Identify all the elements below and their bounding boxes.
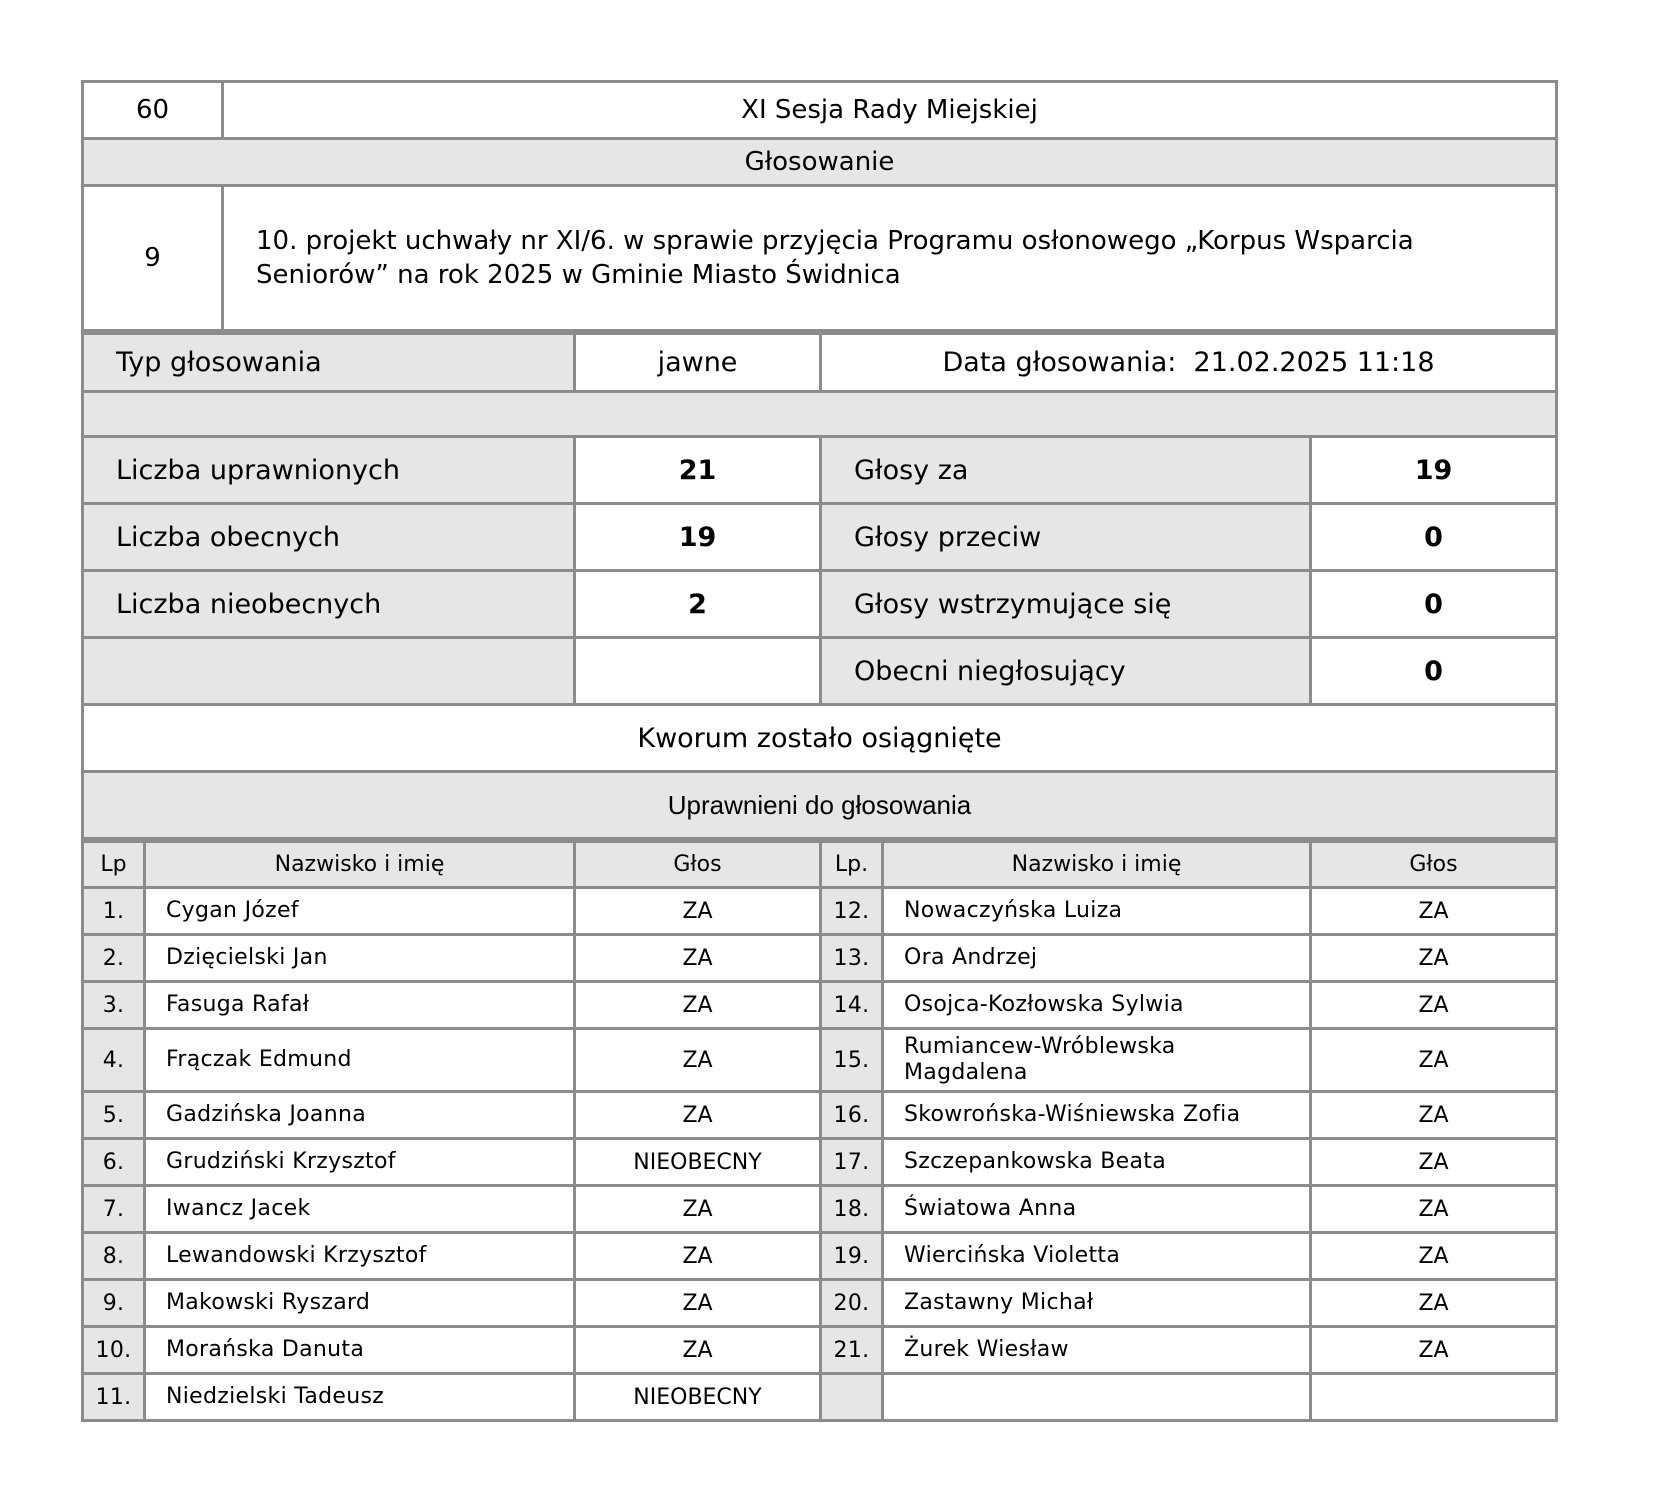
voter-name: Gadzińska Joanna	[145, 1092, 575, 1139]
table-row	[83, 888, 1557, 935]
voter-name: Nowaczyńska Luiza	[883, 888, 1311, 935]
voter-lp: 4.	[83, 1029, 145, 1092]
voter-name: Zastawny Michał	[883, 1280, 1311, 1327]
column-header-vote: Głos	[575, 842, 821, 888]
voter-vote: ZA	[1311, 1092, 1557, 1139]
stat-label: Liczba uprawnionych	[83, 437, 575, 504]
voter-vote: ZA	[575, 1233, 821, 1280]
voter-name: Makowski Ryszard	[145, 1280, 575, 1327]
empty-cell	[1311, 1374, 1557, 1421]
voter-lp: 18.	[821, 1186, 883, 1233]
voter-lp: 7.	[83, 1186, 145, 1233]
voter-vote: ZA	[1311, 1280, 1557, 1327]
table-row	[83, 1139, 1557, 1186]
vote-type-label: Typ głosowania	[83, 334, 575, 392]
voter-vote: ZA	[1311, 1029, 1557, 1092]
stat-value: 19	[575, 504, 821, 571]
voter-name: Szczepankowska Beata	[883, 1139, 1311, 1186]
voter-name: Żurek Wiesław	[883, 1327, 1311, 1374]
voter-vote: ZA	[1311, 982, 1557, 1029]
vote-type-value: jawne	[575, 334, 821, 392]
voter-name: Fasuga Rafał	[145, 982, 575, 1029]
voter-vote: ZA	[1311, 1233, 1557, 1280]
header-table	[81, 80, 1558, 332]
voter-vote: ZA	[575, 1029, 821, 1092]
stat-value: 19	[1311, 437, 1557, 504]
voter-vote: ZA	[1311, 1186, 1557, 1233]
voter-name: Iwancz Jacek	[145, 1186, 575, 1233]
vote-date-label: Data głosowania:	[942, 347, 1177, 378]
voter-lp: 5.	[83, 1092, 145, 1139]
voter-name: Frączak Edmund	[145, 1029, 575, 1092]
table-row	[83, 935, 1557, 982]
voter-lp: 19.	[821, 1233, 883, 1280]
voter-name: Skowrońska-Wiśniewska Zofia	[883, 1092, 1311, 1139]
voter-lp: 10.	[83, 1327, 145, 1374]
voter-vote: ZA	[575, 1092, 821, 1139]
voter-lp: 17.	[821, 1139, 883, 1186]
voter-name: Rumiancew-Wróblewska Magdalena	[883, 1029, 1311, 1092]
stat-value: 0	[1311, 504, 1557, 571]
quorum-status: Kworum zostało osiągnięte	[83, 705, 1557, 772]
table-row	[83, 1233, 1557, 1280]
stats-table	[81, 332, 1558, 840]
empty-cell	[83, 638, 575, 705]
voter-name: Dzięcielski Jan	[145, 935, 575, 982]
table-row	[83, 1186, 1557, 1233]
voter-vote: ZA	[1311, 888, 1557, 935]
column-header-name: Nazwisko i imię	[883, 842, 1311, 888]
stat-label: Liczba obecnych	[83, 504, 575, 571]
voter-vote: ZA	[1311, 935, 1557, 982]
stat-label: Głosy przeciw	[821, 504, 1311, 571]
voter-name: Cygan Józef	[145, 888, 575, 935]
stat-value: 0	[1311, 638, 1557, 705]
voter-name: Światowa Anna	[883, 1186, 1311, 1233]
voter-vote: ZA	[1311, 1327, 1557, 1374]
voter-vote: ZA	[575, 1327, 821, 1374]
stat-label: Liczba nieobecnych	[83, 571, 575, 638]
empty-cell	[883, 1374, 1311, 1421]
voter-lp: 21.	[821, 1327, 883, 1374]
voter-vote: ZA	[575, 982, 821, 1029]
stat-value: 2	[575, 571, 821, 638]
spacer-row	[83, 392, 1557, 437]
table-row	[83, 1374, 1557, 1421]
stat-value: 0	[1311, 571, 1557, 638]
column-header-name: Nazwisko i imię	[145, 842, 575, 888]
voters-table	[81, 840, 1558, 1422]
voter-lp: 15.	[821, 1029, 883, 1092]
voter-name: Ora Andrzej	[883, 935, 1311, 982]
column-header-lp: Lp.	[821, 842, 883, 888]
voter-name: Wiercińska Violetta	[883, 1233, 1311, 1280]
voter-lp: 14.	[821, 982, 883, 1029]
item-description: 10. projekt uchwały nr XI/6. w sprawie przyjęcia Programu osłonowego „Korpus Wsparcia Seniorów” na rok 2025 w Gminie Miasto Świdnica	[256, 226, 1414, 290]
voter-lp: 1.	[83, 888, 145, 935]
voter-lp: 9.	[83, 1280, 145, 1327]
voter-lp: 16.	[821, 1092, 883, 1139]
voter-name: Morańska Danuta	[145, 1327, 575, 1374]
voter-vote: ZA	[575, 935, 821, 982]
vote-date-value: 21.02.2025 11:18	[1193, 347, 1435, 378]
stat-label: Głosy wstrzymujące się	[821, 571, 1311, 638]
voter-lp: 13.	[821, 935, 883, 982]
stat-value: 21	[575, 437, 821, 504]
column-header-vote: Głos	[1311, 842, 1557, 888]
table-row	[83, 1029, 1557, 1092]
vote-date-cell	[821, 334, 1557, 392]
voting-report	[81, 80, 1555, 1422]
voter-vote: ZA	[575, 1186, 821, 1233]
table-row	[83, 1092, 1557, 1139]
voter-lp: 2.	[83, 935, 145, 982]
table-row	[83, 982, 1557, 1029]
voter-vote: NIEOBECNY	[575, 1139, 821, 1186]
item-number: 9	[83, 186, 223, 331]
voter-lp: 3.	[83, 982, 145, 1029]
stat-label: Obecni niegłosujący	[821, 638, 1311, 705]
voter-lp: 12.	[821, 888, 883, 935]
voter-name: Niedzielski Tadeusz	[145, 1374, 575, 1421]
voter-name: Grudziński Krzysztof	[145, 1139, 575, 1186]
item-description-cell	[223, 186, 1557, 331]
empty-cell	[821, 1374, 883, 1421]
table-row	[83, 1327, 1557, 1374]
eligible-voters-heading: Uprawnieni do głosowania	[83, 772, 1557, 839]
session-title: XI Sesja Rady Miejskiej	[223, 82, 1557, 139]
voter-lp: 6.	[83, 1139, 145, 1186]
stat-label: Głosy za	[821, 437, 1311, 504]
voter-vote: ZA	[575, 1280, 821, 1327]
voter-vote: ZA	[575, 888, 821, 935]
voter-name: Osojca-Kozłowska Sylwia	[883, 982, 1311, 1029]
table-row	[83, 1280, 1557, 1327]
voter-lp: 11.	[83, 1374, 145, 1421]
section-label: Głosowanie	[83, 139, 1557, 186]
column-header-lp: Lp	[83, 842, 145, 888]
voter-lp: 8.	[83, 1233, 145, 1280]
session-number: 60	[83, 82, 223, 139]
voter-name: Lewandowski Krzysztof	[145, 1233, 575, 1280]
voter-lp: 20.	[821, 1280, 883, 1327]
voter-vote: NIEOBECNY	[575, 1374, 821, 1421]
empty-cell	[575, 638, 821, 705]
voter-vote: ZA	[1311, 1139, 1557, 1186]
